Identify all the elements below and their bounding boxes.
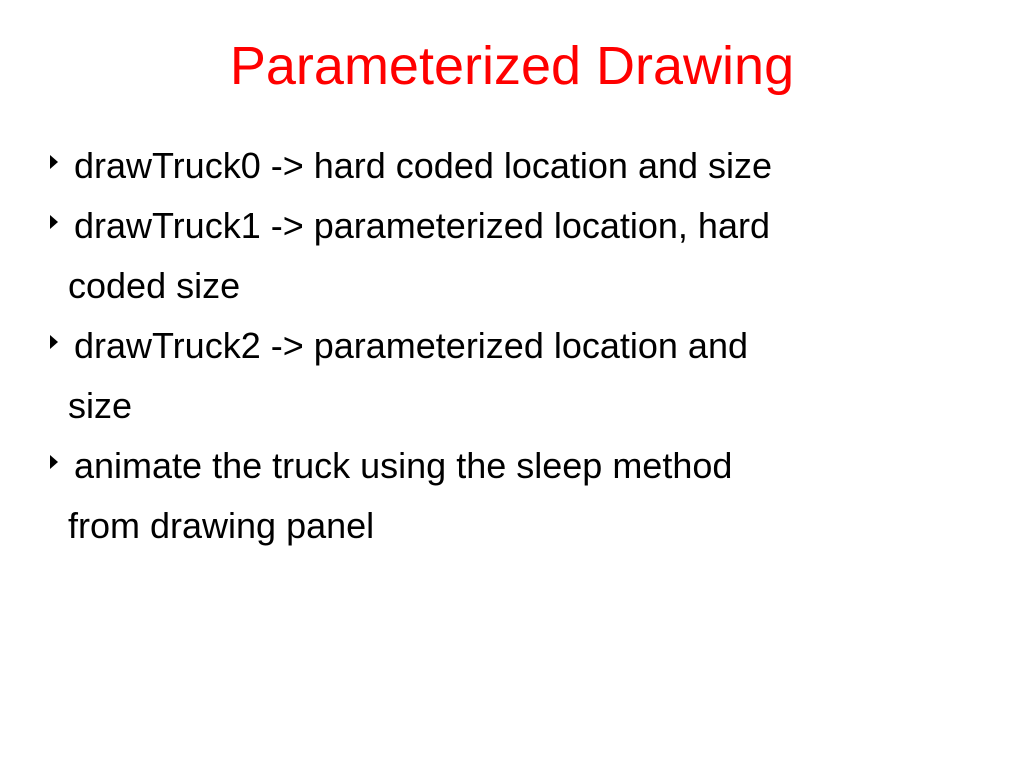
bullet-line: drawTruck0 -> hard coded location and size — [74, 145, 773, 186]
bullet-line-continued: size — [68, 385, 133, 426]
bullet-item — [48, 316, 978, 436]
bullet-text — [68, 316, 978, 436]
triangle-right-bullet-icon — [50, 155, 58, 169]
bullet-line-continued: coded size — [68, 265, 241, 306]
bullet-item — [48, 136, 978, 196]
bullet-text — [68, 196, 978, 316]
triangle-right-bullet-icon — [50, 335, 58, 349]
triangle-right-bullet-icon — [50, 455, 58, 469]
bullet-list — [48, 136, 978, 556]
bullet-line: animate the truck using the sleep method — [74, 445, 733, 486]
bullet-line: drawTruck2 -> parameterized location and — [74, 325, 748, 366]
bullet-text — [68, 436, 978, 556]
triangle-right-bullet-icon — [50, 215, 58, 229]
bullet-text — [74, 136, 978, 196]
slide-title: Parameterized Drawing — [229, 36, 795, 96]
bullet-line: drawTruck1 -> parameterized location, hard — [74, 205, 770, 246]
bullet-item — [48, 196, 978, 316]
bullet-item — [48, 436, 978, 556]
bullet-line-continued: from drawing panel — [68, 505, 375, 546]
